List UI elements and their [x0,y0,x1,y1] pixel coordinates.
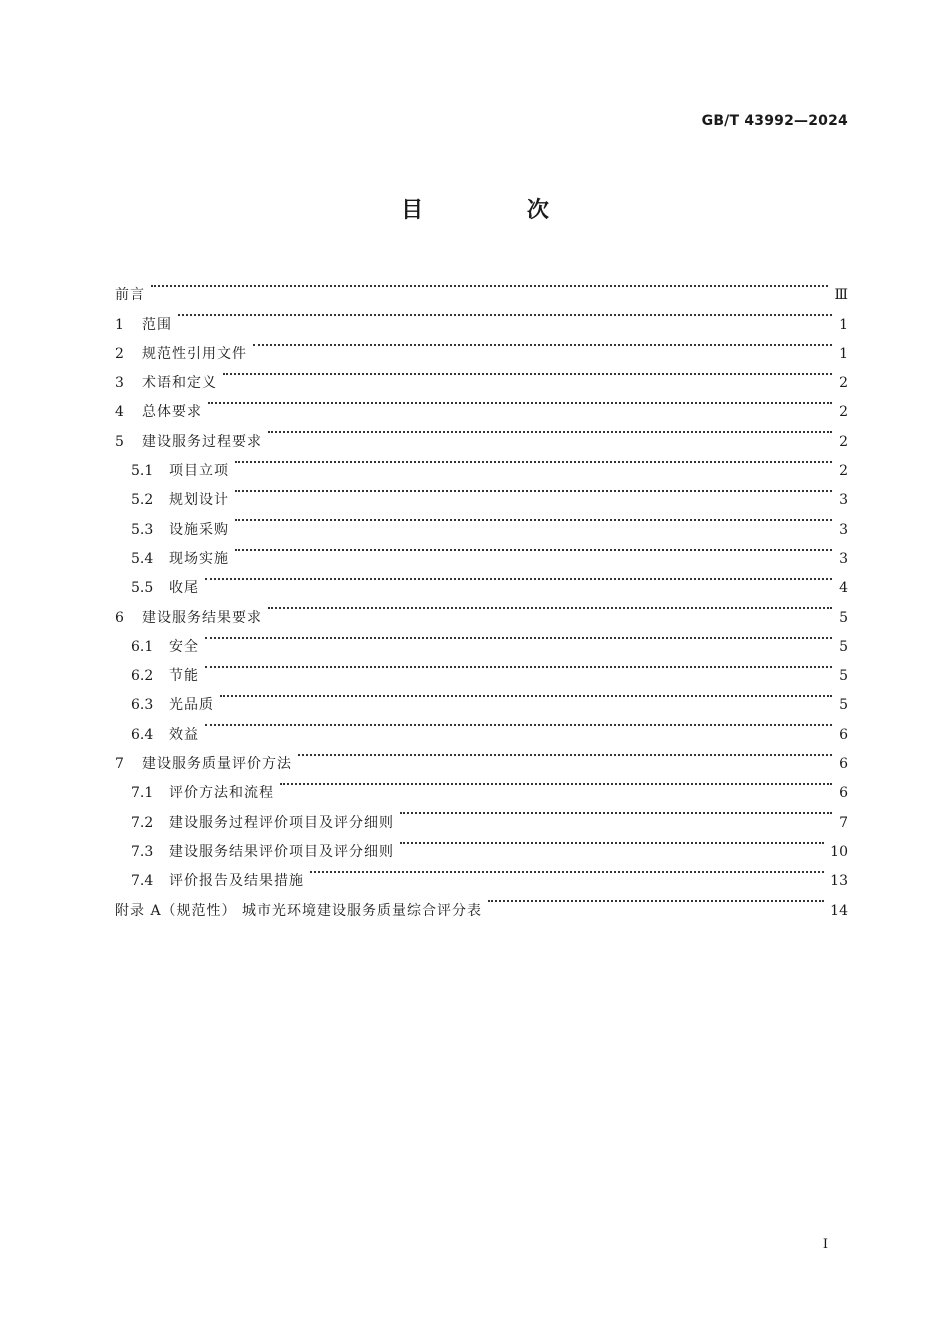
toc-entry-number: 3 [115,375,124,392]
toc-entry-number: 1 [115,316,124,333]
standard-code: GB/T 43992—2024 [701,113,848,129]
toc-entry-page: 1 [839,316,848,333]
toc-dot-leader [205,622,832,651]
toc-entry-label: 建设服务结果要求 [142,609,262,626]
toc-entry[interactable] [115,299,848,333]
toc-entry-number: 6.2 [131,668,154,685]
toc-entry-label: 效益 [169,726,199,743]
toc-dot-leader [235,534,832,563]
toc-entry-number: 6.1 [131,638,154,655]
toc-dot-leader [235,446,832,475]
toc-entry-page: 4 [839,580,848,597]
toc-entry-number: 7.4 [131,873,154,890]
toc-dot-leader [151,270,828,299]
toc-entry-page: 6 [839,785,848,802]
toc-dot-leader [235,504,832,533]
toc-entry-page: 3 [839,521,848,538]
toc-entry[interactable] [115,416,848,450]
toc-entry-number: 5.3 [131,521,154,538]
toc-entry-page: 5 [839,697,848,714]
toc-entry[interactable] [115,358,848,392]
toc-entry[interactable] [115,739,848,773]
toc-entry-page: 3 [839,550,848,567]
toc-entry[interactable] [115,270,848,304]
toc-entry-page: 2 [839,433,848,450]
toc-entry-number: 6.4 [131,726,154,743]
toc-entry-label: 建设服务结果评价项目及评分细则 [169,843,394,860]
toc-entry-page: 6 [839,726,848,743]
toc-entry-page: 10 [830,843,848,860]
toc-entry-number: 5.1 [131,463,154,480]
toc-dot-leader [310,856,824,885]
toc-dot-leader [205,563,832,592]
toc-entry[interactable] [115,680,848,714]
toc-entry-label: 节能 [169,668,199,685]
toc-entry-page: Ⅲ [834,287,848,304]
toc-entry-page: 7 [839,814,848,831]
table-of-contents [115,270,848,919]
toc-entry-label: 评价报告及结果措施 [169,873,304,890]
toc-dot-leader [488,885,824,914]
toc-title: 目 次 [401,198,597,223]
toc-entry-number: 5.2 [131,492,154,509]
toc-entry-page: 5 [839,609,848,626]
toc-entry-page: 2 [839,375,848,392]
toc-entry-number: 5.5 [131,580,154,597]
toc-entry-label: 建设服务过程要求 [142,433,262,450]
toc-dot-leader [400,797,832,826]
toc-dot-leader [205,651,832,680]
toc-entry-number: 7.2 [131,814,154,831]
toc-entry[interactable] [115,329,848,362]
toc-entry-page: 5 [839,638,848,655]
toc-entry-number: 6 [115,609,124,626]
toc-entry-label: 收尾 [169,580,199,597]
toc-entry-label: 光品质 [169,697,214,714]
toc-entry-number: 7 [115,756,124,773]
page-number: I [822,1237,828,1252]
toc-dot-leader [400,827,824,856]
toc-entry-number: 5.4 [131,550,154,567]
toc-entry-label: 现场实施 [169,550,229,567]
toc-dot-leader [208,387,832,416]
toc-entry-label: 评价方法和流程 [169,785,274,802]
toc-entry-page: 2 [839,463,848,480]
toc-dot-leader [253,329,832,358]
toc-entry[interactable] [115,622,848,655]
toc-entry-label: 术语和定义 [142,375,217,392]
toc-dot-leader [220,680,832,709]
toc-entry[interactable] [115,592,848,626]
toc-dot-leader [298,739,832,768]
toc-entry-label: 项目立项 [169,463,229,480]
toc-dot-leader [223,358,832,387]
toc-entry[interactable] [115,709,848,743]
toc-entry-label: 安全 [169,638,199,655]
toc-entry-number: 5 [115,433,124,450]
toc-entry-number: 2 [115,345,124,362]
toc-entry-label: 附录 A（规范性） 城市光环境建设服务质量综合评分表 [115,902,483,919]
toc-entry-page: 3 [839,492,848,509]
toc-dot-leader [280,768,832,797]
toc-entry-label: 总体要求 [142,404,202,421]
toc-entry-page: 1 [839,345,848,362]
toc-entry-number: 4 [115,404,124,421]
toc-dot-leader [235,475,832,504]
toc-entry-label: 前言 [115,287,145,304]
toc-entry-page: 6 [839,756,848,773]
toc-entry-label: 建设服务过程评价项目及评分细则 [169,814,394,831]
toc-entry-page: 14 [830,902,848,919]
toc-entry-page: 5 [839,668,848,685]
toc-entry-number: 7.3 [131,843,154,860]
toc-entry[interactable] [115,651,848,685]
toc-dot-leader [178,299,832,328]
toc-entry-label: 规范性引用文件 [142,345,247,362]
toc-dot-leader [268,592,832,621]
toc-entry[interactable] [115,563,848,597]
toc-entry-page: 2 [839,404,848,421]
toc-entry-label: 设施采购 [169,521,229,538]
toc-entry[interactable] [115,387,848,421]
toc-entry-number: 7.1 [131,785,154,802]
toc-entry-number: 6.3 [131,697,154,714]
toc-entry-label: 建设服务质量评价方法 [142,756,292,773]
toc-entry-label: 范围 [142,316,172,333]
toc-entry-page: 13 [830,873,848,890]
toc-entry-label: 规划设计 [169,492,229,509]
toc-dot-leader [268,416,832,445]
toc-dot-leader [205,709,832,738]
